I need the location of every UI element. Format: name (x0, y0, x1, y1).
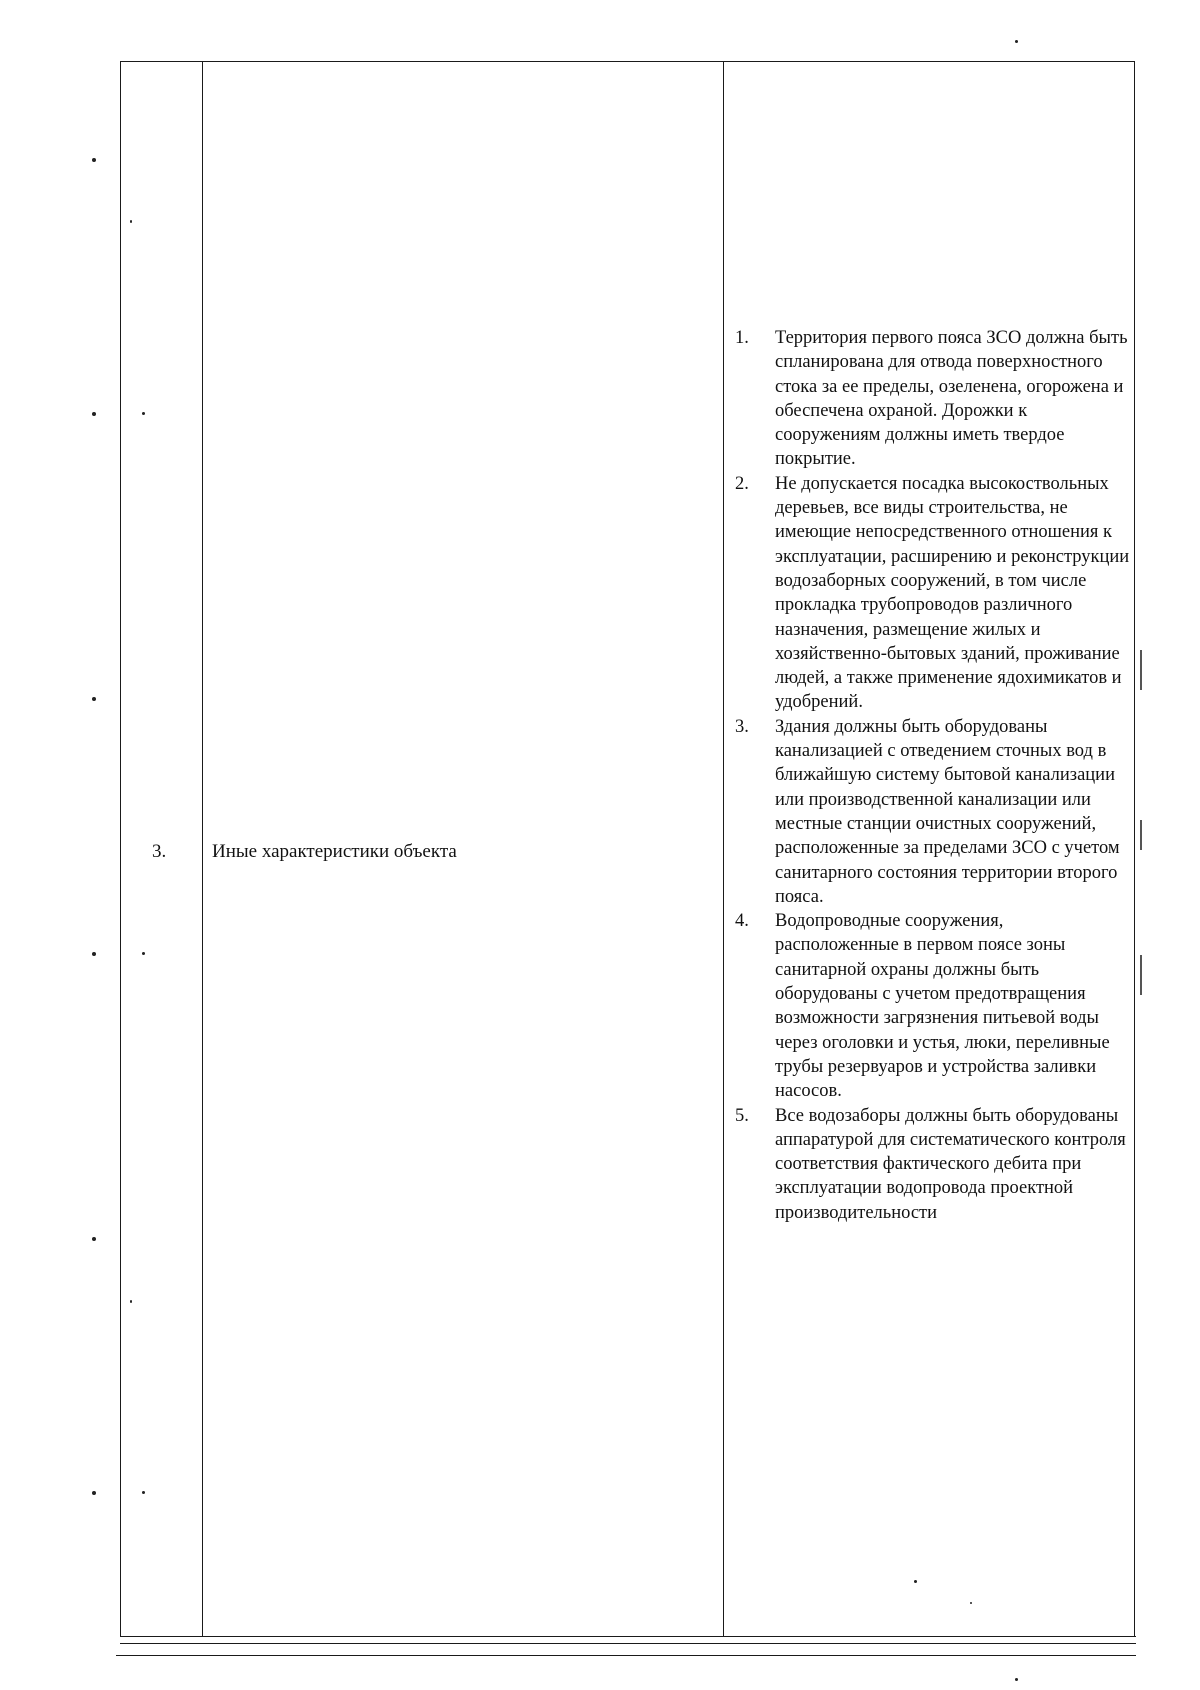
column-divider-name (723, 61, 724, 1636)
scan-speck (142, 1491, 145, 1494)
scan-speck (92, 1491, 96, 1495)
page-footer-rule (116, 1655, 1136, 1656)
requirements-cell (735, 326, 1130, 1225)
scan-speck (92, 412, 96, 416)
scan-speck (130, 1300, 132, 1303)
list-item-number: 5. (735, 1105, 749, 1126)
scan-speck (130, 220, 132, 223)
list-item-number: 1. (735, 328, 749, 348)
table-bottom-border-double (120, 1643, 1136, 1644)
table-bottom-border (120, 1636, 1136, 1637)
scan-speck (142, 952, 145, 955)
scan-speck (1140, 955, 1142, 995)
scan-speck (914, 1580, 917, 1583)
list-item-text: Не допускается посадка высокоствольных деревьев, все виды строительства, не имеющие непосредственного отношения к эксплуатации, расширению и реконструкции водозаборных сооружений, в том числе прокладка трубопроводов различного назначения, размещение жилых и хозяйственно-бытовых зданий, проживание людей, а также применение ядохимикатов и удобрений. (775, 473, 1130, 713)
list-item (735, 715, 1130, 909)
scan-speck (92, 697, 96, 701)
list-item (735, 909, 1130, 1103)
list-item-number: 4. (735, 911, 749, 932)
scan-speck (1140, 820, 1142, 850)
scan-speck (1015, 40, 1018, 43)
scan-speck (970, 1602, 972, 1604)
scan-speck (142, 412, 145, 415)
column-divider-number (202, 61, 203, 1636)
requirements-list (735, 326, 1130, 1225)
row-name: Иные характеристики объекта (212, 841, 457, 862)
scan-speck (1140, 650, 1142, 690)
list-item-text: Все водозаборы должны быть оборудованы аппаратурой для систематического контроля соответствия фактического дебита при эксплуатации водопровода проектной производительности (775, 1105, 1126, 1223)
scan-speck (92, 952, 96, 956)
list-item (735, 326, 1130, 472)
list-item (735, 472, 1130, 715)
scan-speck (92, 1237, 96, 1241)
list-item-number: 3. (735, 716, 749, 737)
list-item-text: Территория первого пояса ЗСО должна быть спланирована для отвода поверхностного стока за ее пределы, озеленена, огорожена и обеспечена охраной. Дорожки к сооружениям должны иметь твердое покрытие. (775, 328, 1128, 470)
list-item-number: 2. (735, 473, 749, 494)
row-number: 3. (152, 841, 167, 862)
list-item (735, 1104, 1130, 1225)
list-item-text: Водопроводные сооружения, расположенные в первом поясе зоны санитарной охраны должны быть оборудованы с учетом предотвращения возможности загрязнения питьевой воды через оголовки и устья, люки, переливные трубы резервуаров и устройства заливки насосов. (775, 911, 1110, 1102)
scan-speck (92, 158, 96, 162)
scan-speck (1015, 1678, 1018, 1681)
list-item-text: Здания должны быть оборудованы канализацией с отведением сточных вод в ближайшую систему бытовой канализации или производственной канализации или местные станции очистных сооружений, расположенные за пределами ЗСО с учетом санитарного состояния территории второго пояса. (775, 716, 1120, 907)
